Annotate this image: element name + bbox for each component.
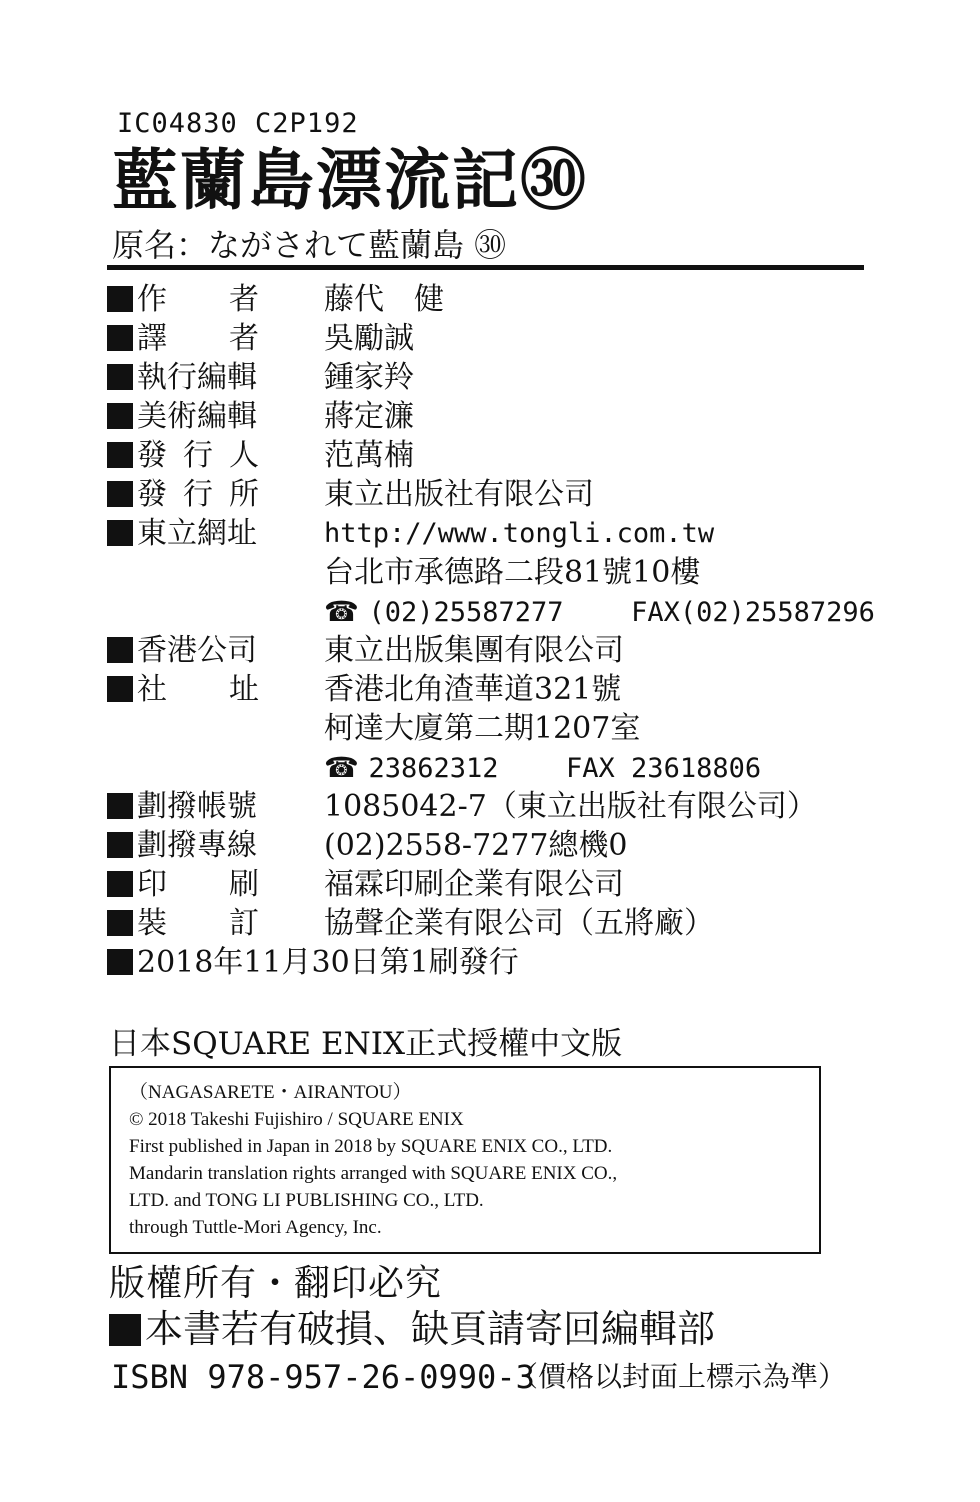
credit-value: 藤代 健 <box>324 282 444 317</box>
credit-value: 協聲企業有限公司（五將廠） <box>324 906 714 941</box>
payment-row-hotline <box>107 826 887 865</box>
header-divider <box>107 265 864 270</box>
credit-label: 香港公司 <box>137 633 257 668</box>
bullet-square <box>109 1314 141 1346</box>
credit-label: 印 刷 <box>137 867 259 902</box>
credit-value: 蔣定濂 <box>324 399 414 434</box>
hk-tel: 23862312 <box>368 753 499 784</box>
bullet-square <box>107 364 133 390</box>
bullet-square <box>107 481 133 507</box>
copyright-line: through Tuttle-Mori Agency, Inc. <box>129 1217 382 1238</box>
book-title: 藍蘭島漂流記㉚ <box>112 141 588 219</box>
website-url[interactable]: http://www.tongli.com.tw <box>324 518 715 549</box>
tongli-fax: FAX(02)25587296 <box>631 597 875 628</box>
credit-value: 吳勵誠 <box>324 321 414 356</box>
credit-value: 1085042-7（東立出版社有限公司） <box>324 789 817 824</box>
tongli-phone-row <box>107 592 887 631</box>
credit-row-website <box>107 514 887 553</box>
hk-address-row-2 <box>107 709 887 748</box>
payment-row-account <box>107 787 887 826</box>
price-note: （價格以封面上標示為準） <box>510 1360 847 1393</box>
credit-label: 作 者 <box>137 282 259 317</box>
telephone-icon: ☎ <box>324 751 359 784</box>
copyright-box <box>109 1066 821 1254</box>
credit-row-exec-editor <box>107 358 887 397</box>
credit-row-art-editor <box>107 397 887 436</box>
catalog-code: IC04830 C2P192 <box>117 108 359 139</box>
credit-row-publishing-house <box>107 475 887 514</box>
credit-row-publisher <box>107 436 887 475</box>
tongli-address: 台北市承德路二段81號10樓 <box>324 555 701 590</box>
hk-company-row <box>107 631 887 670</box>
copyright-line: Mandarin translation rights arranged with SQUARE ENIX CO., <box>129 1163 618 1184</box>
payment-row-binding <box>107 904 887 943</box>
copyright-line: © 2018 Takeshi Fujishiro / SQUARE ENIX <box>129 1109 464 1130</box>
bullet-square <box>107 325 133 351</box>
credit-label: 社 址 <box>137 672 259 707</box>
bullet-square <box>107 832 133 858</box>
bullet-square <box>107 949 133 975</box>
credit-label: 執行編輯 <box>137 360 257 395</box>
credit-value: 范萬楠 <box>324 438 414 473</box>
credit-value: (02)2558-7277總機0 <box>324 828 628 863</box>
hk-fax: FAX 23618806 <box>566 753 762 784</box>
credit-row-translator <box>107 319 887 358</box>
bullet-square <box>107 637 133 663</box>
hk-phone-row <box>107 748 887 787</box>
payment-row-printer <box>107 865 887 904</box>
damage-notice: 本書若有破損、缺頁請寄回編輯部 <box>145 1307 716 1351</box>
telephone-icon: ☎ <box>324 595 359 628</box>
original-title: 原名：ながされて藍蘭島 ㉚ <box>112 226 507 264</box>
credit-label: 東立網址 <box>137 516 257 551</box>
publish-date: 2018年11月30日第1刷發行 <box>137 945 519 980</box>
bullet-square <box>107 442 133 468</box>
tongli-address-row <box>107 553 887 592</box>
bullet-square <box>107 793 133 819</box>
tongli-tel: (02)25587277 <box>368 597 564 628</box>
license-heading: 日本SQUARE ENIX正式授權中文版 <box>109 1026 623 1062</box>
hk-address-line2: 柯達大廈第二期1207室 <box>324 711 641 746</box>
hk-address-line1: 香港北角渣華道321號 <box>324 672 622 707</box>
isbn: ISBN 978-957-26-0990-3 <box>111 1358 535 1396</box>
credit-label: 發 行 所 <box>137 477 259 512</box>
bullet-square <box>107 910 133 936</box>
rights-reserved: 版權所有・翻印必究 <box>109 1263 443 1304</box>
credit-label: 譯 者 <box>137 321 259 356</box>
bullet-square <box>107 286 133 312</box>
credit-value: 鍾家羚 <box>324 360 414 395</box>
credit-label: 美術編輯 <box>137 399 257 434</box>
copyright-line: （NAGASARETE・AIRANTOU） <box>129 1082 412 1103</box>
damage-notice-row <box>109 1306 715 1352</box>
hk-address-row <box>107 670 887 709</box>
credit-label: 發 行 人 <box>137 438 259 473</box>
credit-label: 劃撥專線 <box>137 828 257 863</box>
publish-date-row <box>107 943 887 982</box>
credit-label: 裝 訂 <box>137 906 259 941</box>
credit-value: 東立出版社有限公司 <box>324 477 594 512</box>
credit-value: 福霖印刷企業有限公司 <box>324 867 624 902</box>
bullet-square <box>107 871 133 897</box>
bullet-square <box>107 520 133 546</box>
hk-company: 東立出版集團有限公司 <box>324 633 624 668</box>
credit-row-author <box>107 280 887 319</box>
copyright-line: LTD. and TONG LI PUBLISHING CO., LTD. <box>129 1190 484 1211</box>
credit-label: 劃撥帳號 <box>137 789 257 824</box>
bullet-square <box>107 403 133 429</box>
bullet-square <box>107 676 133 702</box>
copyright-line: First published in Japan in 2018 by SQUARE ENIX CO., LTD. <box>129 1136 613 1157</box>
